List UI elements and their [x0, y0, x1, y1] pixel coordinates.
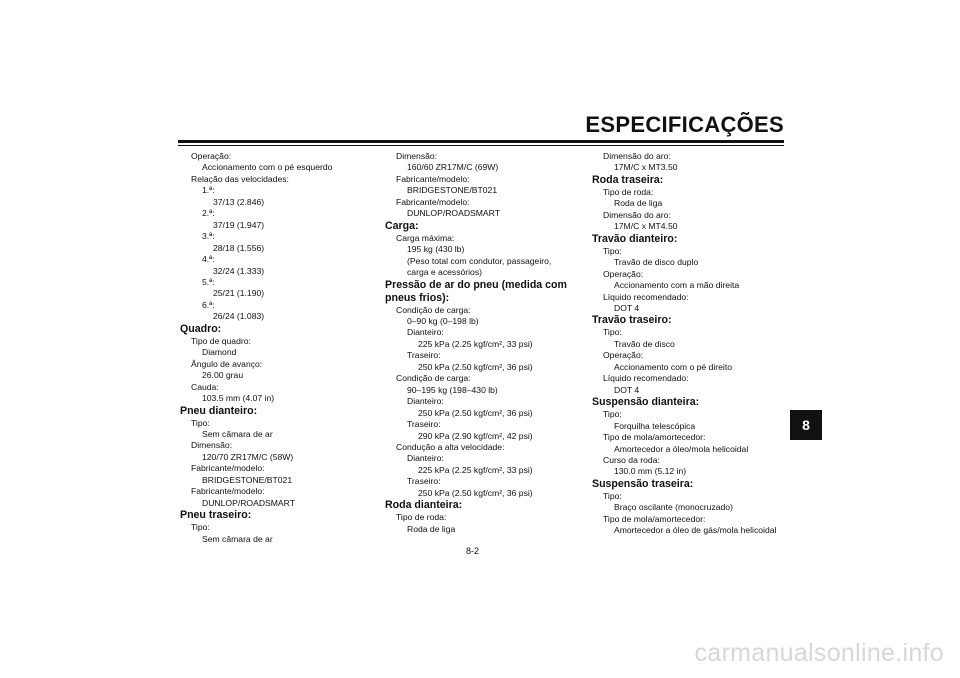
spec-value: Accionamento com o pé esquerdo — [202, 162, 333, 173]
spec-value: Roda de liga — [407, 523, 456, 534]
spec-value: 250 kPa (2.50 kgf/cm², 36 psi) — [418, 361, 533, 372]
spec-value: 0–90 kg (0–198 lb) — [407, 315, 479, 326]
spec-value: Amortecedor a óleo de gás/mola helicoidal — [614, 525, 777, 536]
spec-label: Fabricante/modelo: — [396, 173, 470, 184]
spec-label: Operação: — [191, 151, 232, 161]
spec-value: Accionamento com o pé direito — [614, 361, 732, 372]
spec-value: 130.0 mm (5.12 in) — [614, 466, 687, 477]
spec-value: 32/24 (1.333) — [213, 265, 265, 276]
spec-column-2 — [385, 151, 585, 535]
spec-value: BRIDGESTONE/BT021 — [202, 474, 293, 485]
section-heading: Pressão de ar do pneu (medida com pneus frios): — [385, 278, 567, 304]
spec-value: 6.ª: — [202, 299, 215, 310]
spec-label: Líquido recomendado: — [603, 291, 689, 302]
spec-value: Traseiro: — [407, 350, 441, 361]
section-heading: Roda dianteira: — [385, 499, 463, 512]
spec-value: Dianteiro: — [407, 396, 444, 407]
spec-value: 250 kPa (2.50 kgf/cm², 36 psi) — [418, 487, 533, 498]
page-number: 8-2 — [466, 546, 480, 556]
spec-label: Tipo de roda: — [396, 512, 447, 523]
spec-value: 2.ª: — [202, 208, 215, 219]
section-heading: Pneu traseiro: — [180, 509, 252, 522]
spec-label: Condição de carga: — [396, 304, 471, 315]
spec-value: 1.ª: — [202, 185, 215, 196]
spec-value: Traseiro: — [407, 476, 441, 487]
spec-label: Tipo de mola/amortecedor: — [603, 513, 706, 524]
spec-value: Travão de disco duplo — [614, 257, 699, 268]
section-heading: Travão traseiro: — [592, 314, 672, 327]
spec-value: 17M/C x MT4.50 — [614, 221, 678, 232]
spec-value: Travão de disco — [614, 338, 675, 349]
spec-value: 26/24 (1.083) — [213, 311, 265, 322]
spec-value: 225 kPa (2.25 kgf/cm², 33 psi) — [418, 464, 533, 475]
spec-value: 3.ª: — [202, 231, 215, 242]
spec-value: (Peso total com condutor, passageiro, — [407, 255, 552, 266]
section-heading: Quadro: — [180, 322, 222, 335]
spec-label: Dimensão: — [396, 151, 438, 161]
spec-column-3 — [592, 151, 792, 537]
spec-value: 25/21 (1.190) — [213, 288, 265, 299]
spec-label: Operação: — [603, 268, 644, 279]
spec-value: 290 kPa (2.90 kgf/cm², 42 psi) — [418, 430, 533, 441]
spec-value: DUNLOP/ROADSMART — [202, 497, 295, 508]
spec-label: Relação das velocidades: — [191, 173, 289, 184]
spec-label: Operação: — [603, 350, 644, 361]
spec-label: Tipo: — [603, 327, 622, 338]
spec-label: Fabricante/modelo: — [191, 463, 265, 474]
spec-value: Diamond — [202, 347, 237, 358]
spec-label: Tipo: — [603, 490, 622, 501]
chapter-tab[interactable] — [790, 410, 822, 440]
spec-label: Líquido recomendado: — [603, 373, 689, 384]
header-rule-thin — [178, 145, 784, 146]
chapter-tab-label: 8 — [802, 417, 810, 433]
header-rule-thick — [178, 140, 784, 143]
spec-value: BRIDGESTONE/BT021 — [407, 185, 498, 196]
spec-value: Dianteiro: — [407, 327, 444, 338]
spec-value: 250 kPa (2.50 kgf/cm², 36 psi) — [418, 407, 533, 418]
spec-label: Carga máxima: — [396, 232, 455, 243]
spec-label: Tipo: — [191, 417, 210, 428]
section-heading: Carga: — [385, 219, 419, 232]
spec-value: 37/19 (1.947) — [213, 219, 265, 230]
spec-value: 103.5 mm (4.07 in) — [202, 393, 275, 404]
spec-label: Dimensão do aro: — [603, 151, 671, 161]
spec-label: Tipo: — [603, 409, 622, 420]
spec-value: 195 kg (430 lb) — [407, 244, 465, 255]
spec-label: Fabricante/modelo: — [191, 486, 265, 497]
spec-value: Forquilha telescópica — [614, 420, 696, 431]
spec-column-1 — [180, 151, 380, 545]
spec-value: 17M/C x MT3.50 — [614, 162, 678, 173]
spec-value: DUNLOP/ROADSMART — [407, 208, 500, 219]
spec-label: Cauda: — [191, 381, 219, 392]
page-title: ESPECIFICAÇÕES — [585, 112, 784, 137]
spec-value: Accionamento com a mão direita — [614, 280, 740, 291]
spec-value: Dianteiro: — [407, 453, 444, 464]
spec-value: DOT 4 — [614, 302, 640, 313]
spec-value: Sem câmara de ar — [202, 428, 273, 439]
spec-value: 37/13 (2.846) — [213, 196, 265, 207]
spec-label: Dimensão: — [191, 440, 233, 451]
spec-label: Tipo: — [191, 522, 210, 533]
spec-label: Condição de carga: — [396, 373, 471, 384]
spec-value: Amortecedor a óleo/mola helicoidal — [614, 443, 749, 454]
spec-label: Tipo: — [603, 245, 622, 256]
section-heading: Roda traseira: — [592, 173, 664, 186]
spec-value: 160/60 ZR17M/C (69W) — [407, 162, 499, 173]
spec-value: carga e acessórios) — [407, 267, 482, 278]
spec-value: 26.00 grau — [202, 370, 244, 381]
section-heading: Travão dianteiro: — [592, 232, 678, 245]
spec-label: Tipo de mola/amortecedor: — [603, 432, 706, 443]
spec-label: Condução a alta velocidade: — [396, 441, 505, 452]
spec-value: 120/70 ZR17M/C (58W) — [202, 451, 294, 462]
spec-value: 225 kPa (2.25 kgf/cm², 33 psi) — [418, 338, 533, 349]
spec-label: Ângulo de avanço: — [191, 358, 263, 369]
spec-label: Dimensão do aro: — [603, 209, 671, 220]
spec-value: 4.ª: — [202, 254, 215, 265]
spec-value: DOT 4 — [614, 384, 640, 395]
spec-label: Tipo de roda: — [603, 186, 654, 197]
section-heading: Suspensão traseira: — [592, 477, 694, 490]
spec-value: 5.ª: — [202, 276, 215, 287]
spec-value: 90–195 kg (198–430 lb) — [407, 384, 498, 395]
spec-value: Traseiro: — [407, 419, 441, 430]
section-heading: Suspensão dianteira: — [592, 396, 700, 409]
spec-label: Tipo de quadro: — [191, 335, 251, 346]
section-heading: Pneu dianteiro: — [180, 404, 258, 417]
spec-label: Fabricante/modelo: — [396, 196, 470, 207]
watermark: carmanualsonline.info — [694, 639, 944, 667]
spec-value: Roda de liga — [614, 198, 663, 209]
spec-value: Braço oscilante (monocruzado) — [614, 502, 733, 513]
spec-value: 28/18 (1.556) — [213, 242, 265, 253]
spec-value: Sem câmara de ar — [202, 533, 273, 544]
spec-label: Curso da roda: — [603, 454, 660, 465]
